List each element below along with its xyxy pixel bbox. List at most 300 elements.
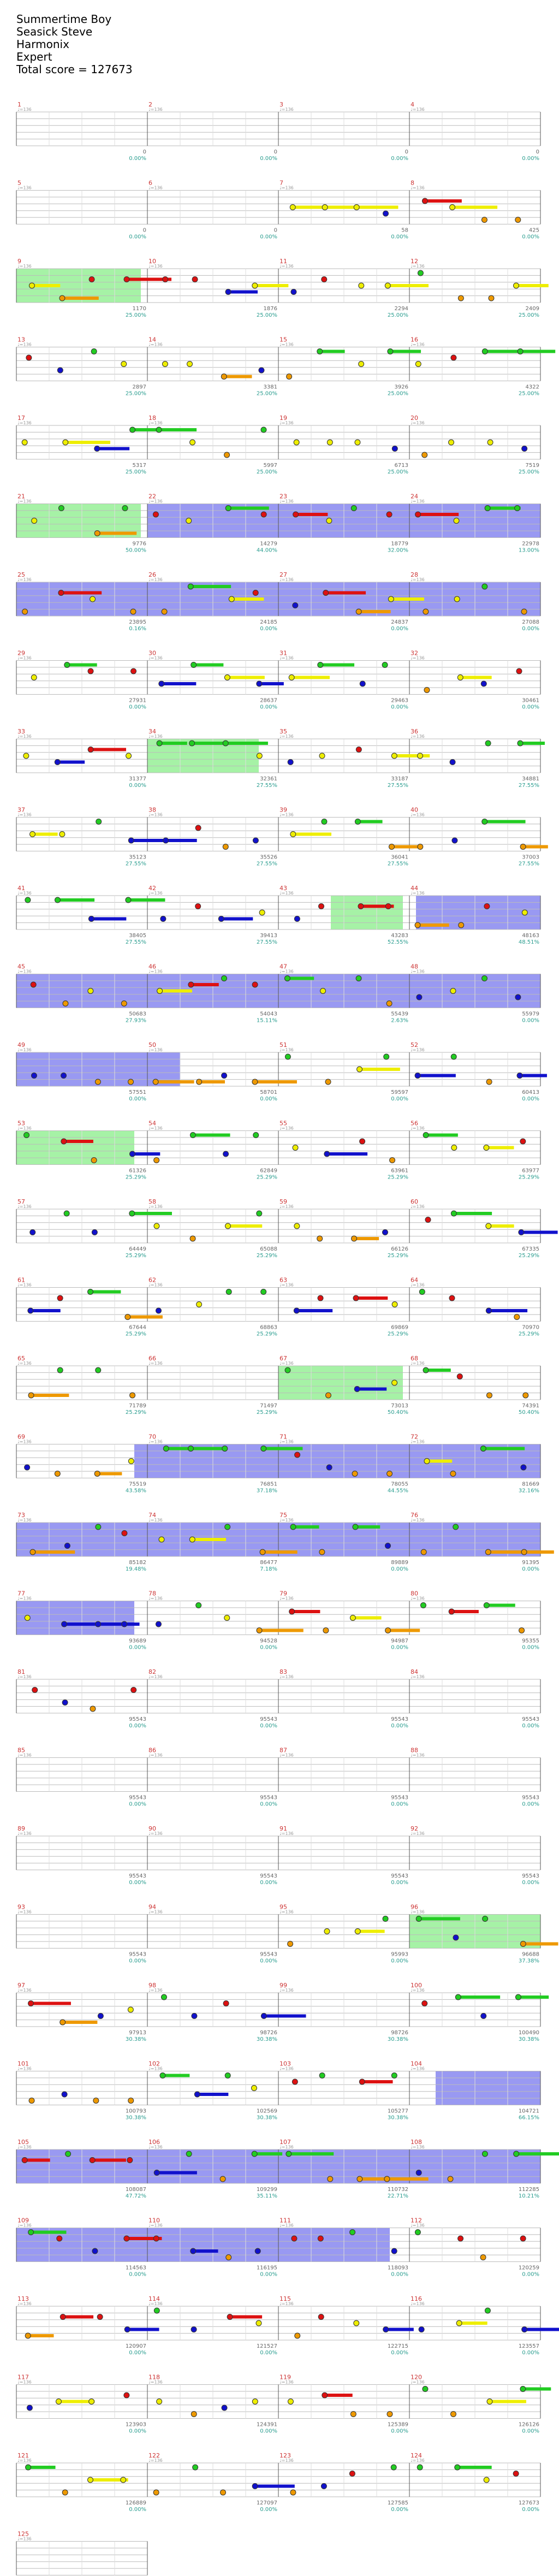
note-gem bbox=[317, 349, 323, 354]
measure-number: 68 bbox=[411, 1355, 418, 1362]
measure-score: 98726 bbox=[391, 2030, 408, 2036]
measure-percent: 25.29% bbox=[387, 1174, 408, 1181]
measure-percent: 25.00% bbox=[256, 312, 277, 318]
note-gem bbox=[154, 2308, 159, 2313]
staff-system bbox=[16, 1512, 554, 1572]
note-gem bbox=[157, 988, 163, 994]
staff-system bbox=[16, 2139, 559, 2199]
measure-number: 40 bbox=[411, 806, 418, 814]
measure-percent: 25.00% bbox=[387, 312, 408, 318]
measure-score: 5317 bbox=[132, 463, 146, 469]
note-gem bbox=[29, 283, 34, 288]
note-gem bbox=[163, 1446, 169, 1452]
measure-number: 49 bbox=[17, 1041, 25, 1049]
measure-score: 55979 bbox=[522, 1011, 539, 1017]
measure-score: 24837 bbox=[391, 619, 408, 625]
staff-system bbox=[16, 1198, 558, 1259]
measure-score: 95543 bbox=[129, 1716, 146, 1722]
note-gem bbox=[319, 1549, 325, 1555]
note-gem bbox=[415, 362, 421, 367]
note-gem bbox=[193, 2465, 198, 2470]
tempo-marking: ♩=136 bbox=[280, 107, 294, 112]
measure-percent: 0.00% bbox=[522, 156, 539, 162]
note-gem bbox=[223, 844, 228, 850]
note-gem bbox=[224, 675, 230, 680]
measure-score: 126889 bbox=[125, 2500, 146, 2506]
measure-number: 74 bbox=[148, 1512, 156, 1519]
measure-number: 92 bbox=[411, 1825, 418, 1832]
measure-percent: 47.72% bbox=[125, 2193, 146, 2199]
tempo-marking: ♩=136 bbox=[148, 812, 163, 818]
staff-system bbox=[16, 1747, 540, 1808]
tempo-marking: ♩=136 bbox=[411, 342, 425, 347]
note-gem bbox=[261, 1289, 266, 1295]
note-gem bbox=[130, 609, 136, 614]
measure-number: 114 bbox=[148, 2295, 160, 2302]
note-gem bbox=[415, 2230, 420, 2235]
measure-number: 52 bbox=[411, 1041, 418, 1049]
measure-number: 102 bbox=[148, 2060, 160, 2068]
measure-score: 55439 bbox=[391, 1011, 408, 1017]
measure-percent: 35.11% bbox=[256, 2193, 277, 2199]
note-gem bbox=[121, 2477, 126, 2483]
tempo-marking: ♩=136 bbox=[148, 2223, 163, 2228]
measure-score: 86477 bbox=[260, 1560, 277, 1566]
note-gem bbox=[318, 2314, 324, 2320]
note-gem bbox=[253, 838, 258, 843]
tempo-marking: ♩=136 bbox=[411, 2223, 425, 2228]
note-gem bbox=[31, 982, 36, 987]
measure-percent: 0.00% bbox=[260, 2271, 277, 2278]
measure-number: 88 bbox=[411, 1746, 418, 1754]
note-gem bbox=[459, 922, 464, 928]
note-gem bbox=[454, 596, 460, 602]
measure-number: 41 bbox=[17, 885, 25, 892]
measure-score: 34881 bbox=[522, 776, 539, 782]
note-gem bbox=[224, 1615, 230, 1621]
note-gem bbox=[128, 2007, 133, 2012]
measure-score: 29463 bbox=[391, 697, 408, 704]
note-gem bbox=[451, 1054, 456, 1059]
note-gem bbox=[157, 2399, 162, 2405]
note-gem bbox=[122, 1621, 127, 1627]
note-gem bbox=[259, 910, 265, 915]
measure-percent: 27.55% bbox=[518, 861, 539, 867]
measure-score: 110732 bbox=[387, 2187, 408, 2193]
tempo-marking: ♩=136 bbox=[148, 1361, 163, 1366]
measure-percent: 25.00% bbox=[518, 390, 539, 397]
measure-percent: 25.00% bbox=[125, 390, 146, 397]
note-gem bbox=[353, 1524, 358, 1530]
measure-number: 63 bbox=[280, 1276, 287, 1284]
measure-score: 95543 bbox=[391, 1873, 408, 1879]
measure-percent: 0.00% bbox=[391, 1723, 408, 1729]
note-gem bbox=[30, 1549, 35, 1555]
measure-percent: 0.16% bbox=[129, 626, 146, 632]
note-gem bbox=[31, 675, 37, 680]
note-gem bbox=[417, 2465, 423, 2470]
tempo-marking: ♩=136 bbox=[148, 1204, 163, 1209]
note-gem bbox=[225, 1223, 230, 1229]
measure-score: 95543 bbox=[260, 1716, 277, 1722]
note-gem bbox=[322, 2393, 328, 2398]
measure-number: 81 bbox=[17, 1668, 25, 1675]
note-gem bbox=[186, 2151, 192, 2157]
note-gem bbox=[126, 753, 132, 759]
tempo-marking: ♩=136 bbox=[280, 1518, 294, 1523]
measure-score: 60413 bbox=[522, 1089, 539, 1095]
measure-percent: 0.00% bbox=[129, 2350, 146, 2356]
note-gem bbox=[482, 2151, 487, 2157]
measure-score: 95543 bbox=[129, 1873, 146, 1879]
measure-percent: 0.00% bbox=[522, 1017, 539, 1024]
tempo-marking: ♩=136 bbox=[280, 2145, 294, 2149]
note-gem bbox=[227, 2314, 233, 2320]
note-gem bbox=[294, 916, 300, 922]
note-gem bbox=[292, 2079, 298, 2085]
note-gem bbox=[189, 741, 195, 746]
tempo-marking: ♩=136 bbox=[280, 2066, 294, 2071]
note-gem bbox=[522, 446, 527, 452]
measure-number: 39 bbox=[280, 806, 287, 814]
tempo-marking: ♩=136 bbox=[280, 2458, 294, 2463]
note-gem bbox=[383, 211, 389, 216]
tempo-marking: ♩=136 bbox=[280, 1204, 294, 1209]
note-gem bbox=[422, 198, 427, 204]
tempo-marking: ♩=136 bbox=[280, 969, 294, 974]
note-gem bbox=[294, 1308, 299, 1313]
note-gem bbox=[482, 584, 487, 589]
tempo-marking: ♩=136 bbox=[17, 1831, 32, 1836]
note-gem bbox=[514, 1314, 520, 1320]
note-gem bbox=[392, 1380, 397, 1385]
measure-number: 99 bbox=[280, 1982, 287, 1989]
note-gem bbox=[522, 2327, 527, 2332]
tempo-marking: ♩=136 bbox=[148, 2301, 163, 2306]
measure-percent: 0.00% bbox=[260, 1880, 277, 1886]
tempo-marking: ♩=136 bbox=[411, 421, 425, 425]
note-gem bbox=[324, 1929, 330, 1934]
measure-number: 123 bbox=[280, 2452, 291, 2459]
note-gem bbox=[453, 1935, 459, 1940]
tempo-marking: ♩=136 bbox=[280, 1909, 294, 1915]
measure-percent: 0.00% bbox=[129, 704, 146, 710]
tempo-marking: ♩=136 bbox=[17, 2458, 32, 2463]
tempo-marking: ♩=136 bbox=[148, 2379, 163, 2385]
measure-number: 38 bbox=[148, 806, 156, 814]
measure-number: 111 bbox=[280, 2217, 291, 2224]
measure-score: 37003 bbox=[522, 854, 539, 861]
note-gem bbox=[154, 2170, 159, 2176]
measure-number: 96 bbox=[411, 1903, 418, 1911]
note-gem bbox=[128, 838, 134, 843]
note-gem bbox=[485, 741, 491, 746]
measure-score: 109299 bbox=[256, 2187, 277, 2193]
measure-percent: 0.00% bbox=[260, 156, 277, 162]
measure-number: 13 bbox=[17, 336, 25, 344]
measure-number: 62 bbox=[148, 1276, 156, 1284]
tempo-marking: ♩=136 bbox=[280, 812, 294, 818]
solo-region bbox=[331, 896, 403, 929]
measure-number: 69 bbox=[17, 1433, 25, 1441]
note-gem bbox=[261, 512, 266, 517]
measure-percent: 0.00% bbox=[260, 234, 277, 240]
measure-percent: 50.40% bbox=[387, 1410, 408, 1416]
note-gem bbox=[27, 2405, 32, 2411]
measure-percent: 30.38% bbox=[256, 2115, 277, 2121]
tempo-marking: ♩=136 bbox=[17, 264, 32, 269]
measure-percent: 0.00% bbox=[391, 156, 408, 162]
tempo-marking: ♩=136 bbox=[17, 1439, 32, 1444]
note-gem bbox=[261, 427, 266, 433]
note-gem bbox=[416, 2170, 421, 2176]
measure-score: 65088 bbox=[260, 1246, 277, 1252]
measure-score: 95543 bbox=[391, 1795, 408, 1801]
note-gem bbox=[523, 1393, 528, 1398]
measure-number: 1 bbox=[17, 101, 21, 108]
measure-score: 63961 bbox=[391, 1168, 408, 1174]
note-gem bbox=[60, 295, 65, 301]
measure-number: 60 bbox=[411, 1198, 418, 1205]
note-gem bbox=[189, 1537, 195, 1542]
measure-score: 95543 bbox=[391, 1716, 408, 1722]
measure-score: 95543 bbox=[522, 1795, 539, 1801]
note-gem bbox=[28, 2001, 34, 2006]
note-gem bbox=[63, 1001, 68, 1006]
note-gem bbox=[223, 1151, 229, 1157]
note-gem bbox=[517, 1073, 522, 1079]
staff-system bbox=[16, 650, 540, 710]
measure-number: 48 bbox=[411, 963, 418, 970]
measure-score: 118093 bbox=[387, 2265, 408, 2271]
measure-score: 120907 bbox=[125, 2343, 146, 2349]
measure-score: 18779 bbox=[391, 541, 408, 547]
measure-percent: 25.29% bbox=[518, 1331, 539, 1337]
note-gem bbox=[255, 2248, 260, 2254]
measure-score: 425 bbox=[528, 227, 539, 234]
staff-system bbox=[16, 807, 548, 867]
measure-number: 26 bbox=[148, 571, 156, 578]
staff-system bbox=[16, 258, 549, 318]
measure-number: 55 bbox=[280, 1120, 287, 1127]
note-gem bbox=[57, 1295, 63, 1301]
measure-number: 120 bbox=[411, 2373, 422, 2381]
note-gem bbox=[480, 2255, 486, 2260]
measure-number: 54 bbox=[148, 1120, 156, 1127]
measure-score: 6713 bbox=[394, 463, 408, 469]
measure-score: 59597 bbox=[391, 1089, 408, 1095]
measure-percent: 0.00% bbox=[522, 2271, 539, 2278]
note-gem bbox=[319, 904, 324, 909]
measure-percent: 0.00% bbox=[129, 1644, 146, 1651]
note-gem bbox=[357, 1067, 362, 1072]
note-gem bbox=[129, 1211, 135, 1216]
note-gem bbox=[291, 289, 296, 295]
measure-score: 0 bbox=[536, 149, 539, 155]
measure-number: 23 bbox=[280, 493, 287, 500]
measure-percent: 0.00% bbox=[522, 1566, 539, 1572]
note-gem bbox=[355, 1929, 360, 1934]
note-gem bbox=[218, 916, 224, 922]
measure-number: 91 bbox=[280, 1825, 287, 1832]
note-gem bbox=[130, 1393, 135, 1398]
measure-score: 71497 bbox=[260, 1403, 277, 1409]
measure-percent: 0.00% bbox=[260, 1801, 277, 1808]
measure-percent: 30.38% bbox=[125, 2115, 146, 2121]
staff-system bbox=[16, 2217, 540, 2278]
tempo-marking: ♩=136 bbox=[17, 891, 32, 896]
note-gem bbox=[521, 1465, 526, 1470]
note-gem bbox=[197, 1079, 202, 1085]
measure-score: 28637 bbox=[260, 697, 277, 704]
note-gem bbox=[354, 2320, 359, 2326]
measure-percent: 25.29% bbox=[387, 1331, 408, 1337]
measure-percent: 0.00% bbox=[391, 1958, 408, 1964]
measure-number: 19 bbox=[280, 414, 287, 422]
measure-percent: 22.71% bbox=[387, 2193, 408, 2199]
note-gem bbox=[260, 1549, 265, 1555]
note-gem bbox=[191, 2327, 197, 2332]
measure-number: 30 bbox=[148, 649, 156, 657]
measure-percent: 0.00% bbox=[522, 234, 539, 240]
note-gem bbox=[521, 1549, 527, 1555]
measure-score: 58701 bbox=[260, 1089, 277, 1095]
tempo-marking: ♩=136 bbox=[17, 1988, 32, 1993]
note-gem bbox=[514, 2151, 519, 2157]
note-gem bbox=[391, 2465, 396, 2470]
measure-score: 95355 bbox=[522, 1638, 539, 1644]
tempo-marking: ♩=136 bbox=[280, 1674, 294, 1679]
note-gem bbox=[90, 1706, 96, 1712]
note-gem bbox=[487, 440, 493, 445]
note-gem bbox=[327, 440, 332, 445]
note-gem bbox=[386, 1001, 392, 1006]
measure-score: 121527 bbox=[256, 2343, 277, 2349]
measure-score: 27931 bbox=[129, 697, 146, 704]
tempo-marking: ♩=136 bbox=[280, 1752, 294, 1758]
measure-percent: 0.00% bbox=[129, 1958, 146, 1964]
measure-number: 45 bbox=[17, 963, 25, 970]
staff-system bbox=[16, 2452, 540, 2513]
note-gem bbox=[89, 277, 94, 282]
measure-percent: 25.29% bbox=[518, 1253, 539, 1259]
measure-number: 9 bbox=[17, 258, 21, 265]
measure-number: 103 bbox=[280, 2060, 291, 2068]
measure-number: 66 bbox=[148, 1355, 156, 1362]
measure-percent: 25.29% bbox=[125, 1174, 146, 1181]
note-gem bbox=[352, 1471, 358, 1477]
note-gem bbox=[383, 1916, 388, 1922]
note-gem bbox=[450, 988, 456, 994]
measure-score: 73013 bbox=[391, 1403, 408, 1409]
note-gem bbox=[518, 741, 523, 746]
tempo-marking: ♩=136 bbox=[411, 2145, 425, 2149]
note-gem bbox=[513, 2471, 519, 2477]
measure-score: 35123 bbox=[129, 854, 146, 861]
song-source: Harmonix bbox=[16, 38, 69, 51]
tempo-marking: ♩=136 bbox=[17, 1674, 32, 1679]
note-gem bbox=[191, 2248, 196, 2254]
note-gem bbox=[60, 2020, 66, 2025]
staff-system bbox=[16, 1434, 540, 1494]
note-gem bbox=[226, 1289, 231, 1295]
measure-percent: 0.00% bbox=[129, 2428, 146, 2435]
note-gem bbox=[424, 1459, 430, 1464]
note-gem bbox=[220, 2176, 225, 2182]
measure-score: 95543 bbox=[260, 1873, 277, 1879]
measure-percent: 66.15% bbox=[518, 2115, 539, 2121]
note-gem bbox=[122, 506, 128, 511]
measure-number: 37 bbox=[17, 806, 25, 814]
measure-number: 36 bbox=[411, 728, 418, 735]
note-gem bbox=[453, 1524, 459, 1530]
measure-score: 126126 bbox=[518, 2421, 539, 2428]
measure-score: 96688 bbox=[522, 1951, 539, 1958]
tempo-marking: ♩=136 bbox=[280, 1047, 294, 1052]
note-gem bbox=[452, 838, 457, 843]
note-gem bbox=[32, 1687, 38, 1693]
note-gem bbox=[385, 1628, 391, 1633]
tempo-marking: ♩=136 bbox=[411, 499, 425, 504]
note-gem bbox=[487, 2399, 492, 2405]
measure-percent: 25.00% bbox=[518, 312, 539, 318]
note-gem bbox=[191, 662, 197, 668]
measure-number: 78 bbox=[148, 1590, 156, 1597]
tempo-marking: ♩=136 bbox=[17, 1047, 32, 1052]
measure-number: 67 bbox=[280, 1355, 287, 1362]
note-gem bbox=[129, 1151, 135, 1157]
measure-number: 77 bbox=[17, 1590, 25, 1597]
measure-number: 11 bbox=[280, 258, 287, 265]
tempo-marking: ♩=136 bbox=[411, 1439, 425, 1444]
tempo-marking: ♩=136 bbox=[280, 655, 294, 661]
measure-score: 3926 bbox=[394, 384, 408, 390]
note-gem bbox=[252, 2151, 257, 2157]
measure-number: 100 bbox=[411, 1982, 422, 1989]
measure-number: 107 bbox=[280, 2139, 291, 2146]
measure-percent: 0.00% bbox=[522, 1096, 539, 1102]
tempo-marking: ♩=136 bbox=[280, 1126, 294, 1131]
measure-number: 18 bbox=[148, 414, 156, 422]
note-gem bbox=[352, 1236, 357, 1241]
measure-score: 57551 bbox=[129, 1089, 146, 1095]
measure-score: 125389 bbox=[387, 2421, 408, 2428]
measure-percent: 30.38% bbox=[387, 2036, 408, 2042]
note-gem bbox=[252, 982, 258, 987]
note-gem bbox=[153, 2236, 159, 2241]
note-gem bbox=[88, 668, 93, 674]
note-gem bbox=[163, 277, 168, 282]
note-gem bbox=[153, 2490, 159, 2495]
measure-number: 7 bbox=[280, 179, 283, 187]
tempo-marking: ♩=136 bbox=[17, 2223, 32, 2228]
tempo-marking: ♩=136 bbox=[17, 2145, 32, 2149]
staff-system bbox=[16, 493, 540, 554]
tempo-marking: ♩=136 bbox=[411, 1909, 425, 1915]
note-gem bbox=[288, 1941, 293, 1947]
note-gem bbox=[415, 512, 421, 517]
measure-score: 63977 bbox=[522, 1168, 539, 1174]
song-difficulty: Expert bbox=[16, 50, 52, 63]
note-gem bbox=[285, 1367, 290, 1373]
note-gem bbox=[520, 2236, 526, 2241]
measure-percent: 27.55% bbox=[256, 939, 277, 945]
note-gem bbox=[89, 2399, 94, 2405]
total-score: Total score = 127673 bbox=[16, 63, 133, 76]
note-gem bbox=[451, 1211, 456, 1216]
measure-percent: 30.38% bbox=[125, 2036, 146, 2042]
note-gem bbox=[350, 2412, 356, 2417]
